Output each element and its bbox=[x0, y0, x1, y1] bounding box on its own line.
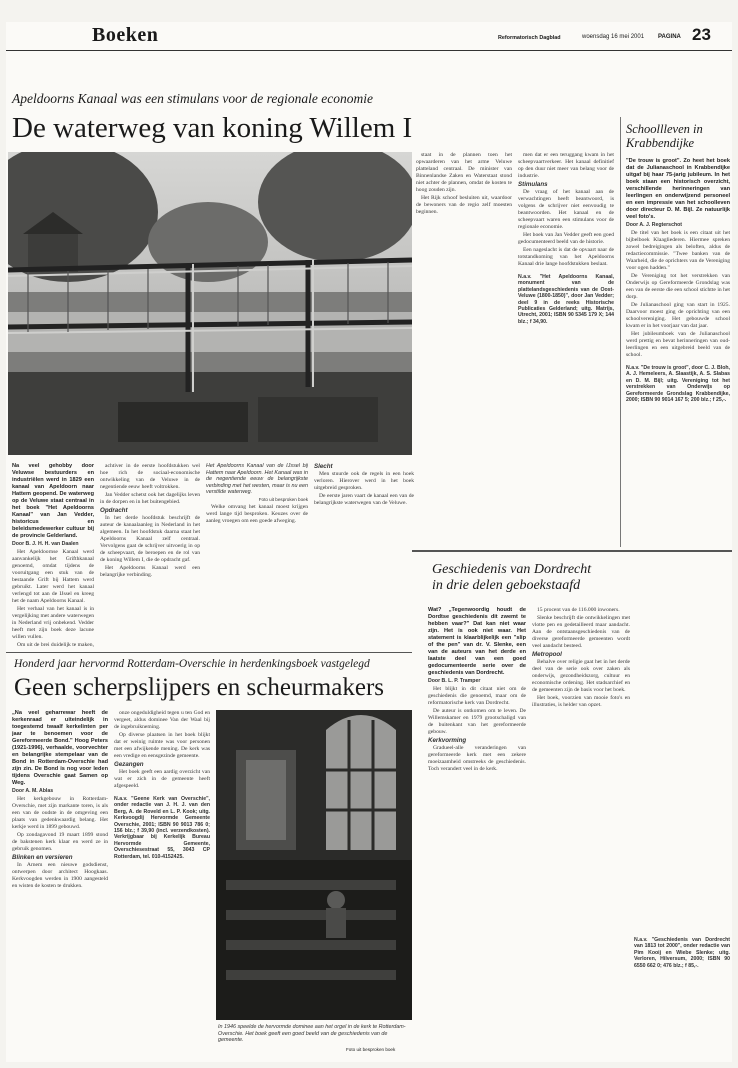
article1-para: De eerste jaren vaart de kanaal een van de belangrijkste waterwegen van de Veluwe. bbox=[314, 493, 414, 506]
article1-lead: Na veel gehobby door Veluwse bestuurders en industriëlen werd in 1829 een kanaal van Apeldoorn naar Hattem geopend. De waterweg op de Veluwe staat centraal in het boek "Het Apeldoorns Kanaal" van Jan Vedder, historicus en beleidsmedewerker cultuur bij de provincie Gelderland. bbox=[12, 463, 94, 539]
article1-para: In het derde hoofdstuk beschrijft de auteur de kanaalaanleg in Nederland in het algemeen. In het hoofdstuk daarna staat het Apeldoorns Kanaal zelf centraal. Vervolgens gaat de schrijver uitvoerig in op de scheepvaart, de beroepen en de rol van de koning Willem I, die de opdracht gaf. bbox=[100, 515, 200, 563]
sidebar2-col1 bbox=[428, 607, 526, 1052]
section-header bbox=[6, 22, 732, 51]
article2-para: Het boek geeft een aardig overzicht van wat er zich in de gemeente heeft afgespeeld. bbox=[114, 769, 210, 789]
article1-para: Het Apeldoornse Kanaal werd aanvankelijk het Grifthkanaal genoemd, omdat tijdens de vooruitgang een stuk van de bestaande Grift bij Hattem werd gebruikt. Later werd het kanaal verlengd tot aan de IJssel en kreeg het de naam Apeldoorns Kanaal. bbox=[12, 549, 94, 604]
sidebar1-para: De Julianaschool ging van start in 1925. Daarvoor moest ging de oprichting van een schoolvereniging. Het gebouwde school kwam er in het voorjaar van dat jaar. bbox=[626, 302, 730, 329]
sidebar2-para: Slenke beschrijft die ontwikkelingen met vlotte pen en gedetailleerd maar aandacht. Aan de ontstaansgeschiedenis van de diverse gereformeerde gemeenten wordt veel aandacht besteed. bbox=[532, 615, 630, 649]
newspaper-page bbox=[6, 22, 732, 1062]
article1-kicker: Apeldoorns Kanaal was een stimulans voor de regionale economie bbox=[12, 91, 373, 106]
article2-divider bbox=[6, 652, 412, 653]
article2-para: onze ongeduldigheid tegen u ten God en vergeet, aldus dominee Van der Waal bij de ingebruikneming. bbox=[114, 710, 210, 730]
issue-date: woensdag 16 mei 2001 bbox=[582, 34, 645, 40]
subhead-blinken: Blinken en versieren bbox=[12, 854, 73, 861]
article1-para: De vraag of het kanaal aan de verwachtingen heeft beantwoord, is volgens de schrijver niet eenvoudig te beantwoorden. Het kanaal en de scheepvaart waren een stimulans voor de regionale economie. bbox=[518, 189, 614, 230]
sidebar1-title bbox=[626, 122, 730, 150]
photo-credit: Foto uit besproken boek bbox=[258, 496, 308, 502]
article1-headline: De waterweg van koning Willem I bbox=[12, 112, 413, 144]
article2-col2 bbox=[114, 710, 210, 1055]
sidebar1-byline: Door A. J. Regterschot bbox=[626, 222, 683, 228]
sidebar2-headline bbox=[432, 562, 732, 594]
subhead-slecht: Slecht bbox=[314, 463, 333, 470]
church-photo-caption: In 1946 speelde de hervormde dominee aan het orgel in de kerk te Rotterdam-Overschie. Het boek geeft een goed beeld van de geschiedenis van de gemeente. bbox=[218, 1024, 406, 1044]
article1-col1 bbox=[12, 463, 94, 648]
article1-col2 bbox=[100, 463, 200, 648]
article1-para: Jan Vedder schetst ook het dagelijks leven in de dorpen en in het buitengebied. bbox=[100, 492, 200, 505]
sidebar1-body bbox=[626, 158, 730, 547]
article2-lead: „Na veel geharrewar heeft de kerkenraad er uiteindelijk in toegestemd twaalf kerkelinten per jaar te benoemen voor de Gereformeerde Bond." Hoog Peters (1921-1996), verhaalde, voorvechter en belangrijke stempelaar van de Bond in Rotterdam-Overschie had zijn zin. De Bond is nog voor leden tijdens Overschie gaat Samen op Weg. bbox=[12, 710, 108, 786]
sidebar2-para: De auteur is ontkomen om te leven. De Willemskamer en 1979 grootschaligd van de buitenkant van het gereformeerde gebouw. bbox=[428, 708, 526, 735]
article1-para: Welke omvang het kanaal moest krijgen werd lange tijd besproken. Keuzes over de aanleg vroegen om een goede afweging. bbox=[206, 504, 308, 525]
sidebar2-col2 bbox=[532, 607, 630, 1052]
article1-para: achtiver in de eerste hoofdstukken wel hoe rich de sociaal-economische ontwikkeling van de Veluwe in de negentiende eeuw heeft voltrokken. bbox=[100, 463, 200, 490]
canal-sluice-photo bbox=[8, 152, 412, 455]
subhead-stimulans: Stimulans bbox=[518, 181, 548, 188]
sidebar2-book-note: N.a.v. "Geschiedenis van Dordrecht van 1813 tot 2000", onder redactie van Pim Kooij en Wiebe Slenke; uitg. Verloren, Hilversum, 2000; ISBN 90 6550 662 0; 476 blz.; f 85,-. bbox=[634, 937, 730, 969]
church-photo-drawing bbox=[216, 710, 412, 1020]
article1-col4b bbox=[314, 463, 414, 648]
sidebar1-title-line2: Krabbendijke bbox=[626, 136, 695, 150]
article2-col1 bbox=[12, 710, 108, 1055]
sidebar1-book-note: N.a.v. "De trouw is groot", door C. J. Bloh, A. J. Hemeleers, A. Slaastijk, A. S. Slabas en D. M. Bijl; uitg. Vereniging tot het verstrekken van Onderwijs op Gereformeerde Grondslag Krabbendijke, 2000; ISBN 90 9014 167 5; 200 blz.; f 25,-. bbox=[626, 365, 730, 404]
article2-book-note: N.a.v. "Geene Kerk van Overschie", onder redactie van J. H. J. van den Berg, A. de Roveld en L. P. Kook; uitg. Kerkvoogdij Hervormde Gemeente Overschie, 2001; ISBN 90 9013 786 0; 156 blz.; f 39,90 (incl. verzendkosten). Verkrijgbaar bij Kerkelijk Bureau Hervormde Gemeente, Overschiesestraat 55, 3043 CP Rotterdam, tel. 010-4152425. bbox=[114, 796, 210, 860]
sidebar2-para: Behalve over religie gaat het in het derde deel van de serie ook over zaken als onderwijs, gezondheidszorg, cultuur en economische ordening. Het stadsarchief en de gemeenten zijn de basis voor het boek. bbox=[532, 659, 630, 693]
article1-book-note: N.a.v. "Het Apeldoorns Kanaal, monument van de plattelandsgeschiedenis van de Oost-Veluwe (1800-1850)", door Jan Vedder; deel 9 in de reeks Historische Publicaties Gelderland; uitg. Matrijs, Utrecht, 2001; ISBN 90 5345 179 X; 144 blz.; f 34,90. bbox=[518, 274, 614, 325]
subhead-kerkvorming: Kerkvorming bbox=[428, 737, 467, 744]
sidebar2-col3 bbox=[634, 607, 730, 1052]
sidebar1-para: Het jubileumboek van de Julianaschool werd prettig en bevat herinneringen van oud-leerlingen en een uitgebreid beeld van de school. bbox=[626, 331, 730, 358]
article1-para: Men stuurde ook de regels in een hoek verloren. Hierover werd in het boek uitgebreid gesproken. bbox=[314, 471, 414, 491]
page-label: PAGINA bbox=[658, 34, 681, 40]
article1-para: staat in de plannen toen het opwaarderen van het arme Veluwe platteland centraal. De minister van Binnenlandse Zaken en Waterstaat stond niet achter de plannen, omdat de kosten te hoog zouden zijn. bbox=[416, 152, 512, 193]
sidebar2-headline-line1: Geschiedenis van Dordrecht bbox=[432, 562, 592, 577]
subhead-gezangen: Gezangen bbox=[114, 761, 144, 768]
article1-col4 bbox=[416, 152, 512, 452]
sidebar2-byline: Door B. L. P. Tramper bbox=[428, 678, 481, 684]
page-number: 23 bbox=[692, 25, 711, 44]
article2-byline: Door A. M. Ablas bbox=[12, 788, 54, 794]
sidebar1-para: De Vereniging tot het verstrekken van Onderwijs op Gereformeerde Grondslag was een van de eerste die een school stichtte in het dorp. bbox=[626, 273, 730, 300]
subhead-metropool: Metropool bbox=[532, 651, 562, 658]
article1-para: Het verhaal van het kanaal is in vergelijking met andere waterwegen in Nederland vrij onbekend. Vedder heeft met zijn boek deze lacune willen vullen. bbox=[12, 606, 94, 640]
sidebar2-para: Het blijkt in dit citaat niet om de geschiedenis die genoemd, maar om de reformatorische kerk van Dordrecht. bbox=[428, 686, 526, 706]
sidebar2-headline-line2: in drie delen geboekstaafd bbox=[432, 578, 581, 593]
article2-headline: Geen scherpslijpers en scheurmakers bbox=[14, 674, 384, 701]
sidebar2-lead: Wat? „Tegenwoordig houdt de Dordtse geschiedenis dit zwemt te hebben vaar?" Dat kan niet waar zijn. Het is ook niet waar. Het statement is klaarblijkelijk een "slip of the pen" van dr. V. Slenke, een van de auteurs van het derde en laatste deel van een goed gedocumenteerde serie over de geschiedenis van Dordrecht. bbox=[428, 607, 526, 676]
article2-para: Het kerkgebouw in Rotterdam-Overschie, met zijn markante toren, is als een van de oudste in de omgeving een plaats van gedenkwaardig belang. Het kerkje werd in 1899 gebouwd. bbox=[12, 796, 108, 830]
article1-byline: Door B. J. H. H. van Daalen bbox=[12, 541, 79, 547]
sidebar2-para: Het boek, voorzien van mooie foto's en illustraties, is helder van opzet. bbox=[532, 695, 630, 708]
sidebar2-frame bbox=[412, 550, 732, 552]
article1-para: Het boek van Jan Vedder geeft een goed gedocumenteerd beeld van de historie. bbox=[518, 232, 614, 245]
article2-para: Op zondagavond 19 maart 1899 stond de bakstenen kerk klaar en werd ze in gebruik genomen. bbox=[12, 832, 108, 852]
canal-photo-drawing bbox=[8, 152, 412, 455]
paper-name: Reformatorisch Dagblad bbox=[498, 35, 561, 41]
sidebar1-lead: "De trouw is groot". Zo heet het boek dat de Julianaschool in Krabbendijke uitgaf bij haar 75-jarig jubileum. In het boek staan een historisch overzicht, verschillende herinneringen van leerlingen en onderwijzend personeel en een impressie van het schoolleven door directeur D. M. Bijl. Ze natuurlijk veel foto's. bbox=[626, 158, 730, 220]
article1-col3 bbox=[206, 463, 308, 648]
sidebar2-para: 15 procent van de 116.000 inwoners. bbox=[537, 607, 620, 613]
photo-caption: Het Apeldoorns Kanaal van de IJssel bij Hattem naar Apeldoorn. Het Kanaal was in de negentiende eeuw de belangrijkste verbinding met het westen, maar is nu een verstilde waterweg. bbox=[206, 463, 308, 496]
sidebar1-divider bbox=[620, 117, 621, 547]
church-photo-credit: Foto uit besproken boek bbox=[346, 1047, 396, 1052]
sidebar1-title-line1: Schoollleven in bbox=[626, 122, 703, 136]
article2-para: Op diverse plaatsen in het boek blijkt dat er weinig ruimte was voor personen met een afwijkende mening. De kerk was een vredige en eensgezinde gemeente. bbox=[114, 732, 210, 759]
church-interior-photo bbox=[216, 710, 412, 1020]
subhead-opdracht: Opdracht bbox=[100, 507, 128, 514]
section-title: Boeken bbox=[92, 24, 159, 46]
article1-para: men dat er een teruggang kwam in het scheepvaartverkeer. Het kanaal definitief op den duur niet meer van belang voor de industrie. bbox=[518, 152, 614, 179]
sidebar1-para: De titel van het boek is een citaat uit het bijbelboek Klaagliederen. Hiermee spreken zowel bedreigingen als beloften, aldus de redactiecommissie. "Twee banken van de Waarheid, die de oprichters van de Vereniging voor ogen hadden." bbox=[626, 230, 730, 271]
article1-para: Een nageslacht is dat de opvaart naar de totstandkoming van het Apeldoorns Kanaal drie lange hoofdstukken beslaat. bbox=[518, 247, 614, 267]
article1-para: Het Rijk schoof besluiten uit, waardoor de bewoners van de regio zelf moesten beginnen. bbox=[416, 195, 512, 215]
article2-kicker: Honderd jaar hervormd Rotterdam-Overschie in herdenkingsboek vastgelegd bbox=[14, 658, 370, 670]
article1-para: Om uit de brei duidelijk te maken, bbox=[17, 642, 94, 648]
article1-col5 bbox=[518, 152, 614, 542]
sidebar2-para: Gradueel-alle veranderingen van gereformeerde kerk met een zekere moeizaamheid omstreeks de geschiedenis. Toch verandert veel in de kerk. bbox=[428, 745, 526, 772]
article2-para: In Arnem een nieuwe godsdienst, ontwerpen door architect Hoogkaas. Kerkvoogden werden in 1900 aangesteld en wisten de kosten te drukken. bbox=[12, 862, 108, 889]
article1-para: Het Apeldoorns Kanaal werd een belangrijke verbinding. bbox=[100, 565, 200, 578]
